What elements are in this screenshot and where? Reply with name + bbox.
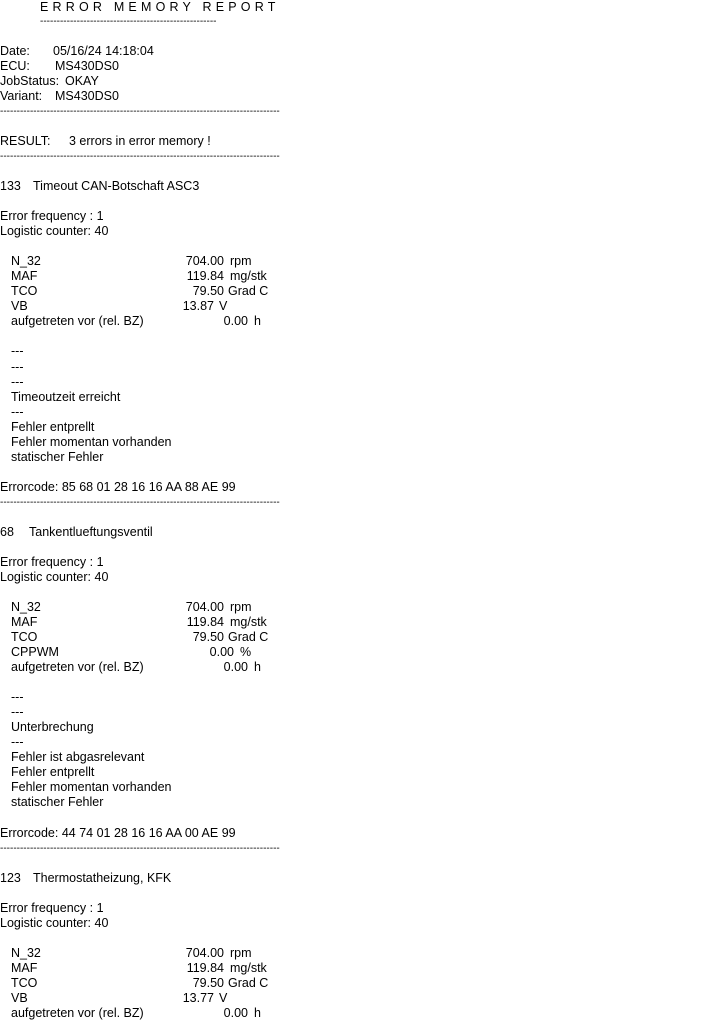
param-value: 79.50 — [192, 976, 224, 990]
logistic-counter: Logistic counter: 40 — [0, 570, 109, 584]
separator: ------------------------------------------------------------------------------------ — [0, 497, 280, 508]
error-code: 123 — [0, 871, 21, 885]
param-value: 0.00 — [223, 660, 248, 674]
title-underline: ----------------------------------------------------- — [40, 16, 217, 27]
status-line: statischer Fehler — [11, 795, 104, 809]
param-unit: rpm — [230, 946, 252, 960]
param-value: 0.00 — [223, 314, 248, 328]
param-name: VB — [11, 991, 28, 1005]
param-value: 0.00 — [209, 645, 234, 659]
variant-label: Variant: — [0, 89, 43, 103]
logistic-counter: Logistic counter: 40 — [0, 224, 109, 238]
error-name: Tankentlueftungsventil — [29, 525, 153, 539]
error-frequency: Error frequency : 1 — [0, 209, 104, 223]
param-name: MAF — [11, 615, 38, 629]
status-line: --- — [11, 690, 24, 704]
param-value: 13.77 — [182, 991, 214, 1005]
status-line: Fehler momentan vorhanden — [11, 780, 172, 794]
date-label: Date: — [0, 44, 30, 58]
param-name: N_32 — [11, 600, 41, 614]
param-unit: h — [254, 314, 261, 328]
param-value: 704.00 — [185, 600, 224, 614]
param-unit: h — [254, 1006, 261, 1020]
param-name: MAF — [11, 269, 38, 283]
jobstatus-value: OKAY — [65, 74, 99, 88]
logistic-counter: Logistic counter: 40 — [0, 916, 109, 930]
separator: ------------------------------------------------------------------------------------ — [0, 843, 280, 854]
result-label: RESULT: — [0, 134, 51, 148]
param-value: 704.00 — [185, 254, 224, 268]
status-line: --- — [11, 705, 24, 719]
variant-value: MS430DS0 — [55, 89, 119, 103]
status-line: Fehler entprellt — [11, 420, 95, 434]
param-unit: Grad C — [228, 284, 269, 298]
date-value: 05/16/24 14:18:04 — [53, 44, 154, 58]
param-name: aufgetreten vor (rel. BZ) — [11, 1006, 144, 1020]
result-text: 3 errors in error memory ! — [69, 134, 211, 148]
param-value: 13.87 — [182, 299, 214, 313]
param-unit: V — [219, 299, 228, 313]
param-unit: rpm — [230, 254, 252, 268]
error-code: 133 — [0, 179, 21, 193]
param-name: VB — [11, 299, 28, 313]
error-frequency: Error frequency : 1 — [0, 555, 104, 569]
status-line: --- — [11, 405, 24, 419]
param-value: 119.84 — [186, 269, 224, 283]
param-name: aufgetreten vor (rel. BZ) — [11, 660, 144, 674]
ecu-label: ECU: — [0, 59, 30, 73]
param-name: TCO — [11, 630, 38, 644]
status-line: --- — [11, 375, 24, 389]
status-line: Unterbrechung — [11, 720, 94, 734]
param-unit: mg/stk — [230, 615, 267, 629]
status-line: Fehler ist abgasrelevant — [11, 750, 145, 764]
param-name: TCO — [11, 284, 38, 298]
param-unit: V — [219, 991, 228, 1005]
param-name: TCO — [11, 976, 38, 990]
param-unit: rpm — [230, 600, 252, 614]
jobstatus-label: JobStatus: — [0, 74, 60, 88]
param-value: 704.00 — [185, 946, 224, 960]
param-unit: Grad C — [228, 630, 269, 644]
error-frequency: Error frequency : 1 — [0, 901, 104, 915]
param-value: 79.50 — [192, 284, 224, 298]
param-unit: h — [254, 660, 261, 674]
ecu-value: MS430DS0 — [55, 59, 119, 73]
errorcode: Errorcode: 44 74 01 28 16 16 AA 00 AE 99 — [0, 826, 236, 840]
report-title: ERROR MEMORY REPORT — [40, 0, 280, 14]
separator: ------------------------------------------------------------------------------------ — [0, 151, 280, 162]
error-name: Thermostatheizung, KFK — [33, 871, 172, 885]
errorcode: Errorcode: 85 68 01 28 16 16 AA 88 AE 99 — [0, 480, 236, 494]
status-line: Fehler entprellt — [11, 765, 95, 779]
param-unit: Grad C — [228, 976, 269, 990]
param-value: 0.00 — [223, 1006, 248, 1020]
status-line: Timeoutzeit erreicht — [11, 390, 121, 404]
status-line: --- — [11, 360, 24, 374]
status-line: --- — [11, 735, 24, 749]
param-value: 119.84 — [186, 961, 224, 975]
param-unit: mg/stk — [230, 269, 267, 283]
status-line: statischer Fehler — [11, 450, 104, 464]
param-name: N_32 — [11, 254, 41, 268]
param-name: CPPWM — [11, 645, 59, 659]
status-line: Fehler momentan vorhanden — [11, 435, 172, 449]
param-unit: % — [240, 645, 252, 659]
param-unit: mg/stk — [230, 961, 267, 975]
param-value: 79.50 — [192, 630, 224, 644]
status-line: --- — [11, 344, 24, 358]
separator: ------------------------------------------------------------------------------------ — [0, 106, 280, 117]
param-name: aufgetreten vor (rel. BZ) — [11, 314, 144, 328]
param-name: N_32 — [11, 946, 41, 960]
error-code: 68 — [0, 525, 14, 539]
error-name: Timeout CAN-Botschaft ASC3 — [33, 179, 200, 193]
param-name: MAF — [11, 961, 38, 975]
param-value: 119.84 — [186, 615, 224, 629]
